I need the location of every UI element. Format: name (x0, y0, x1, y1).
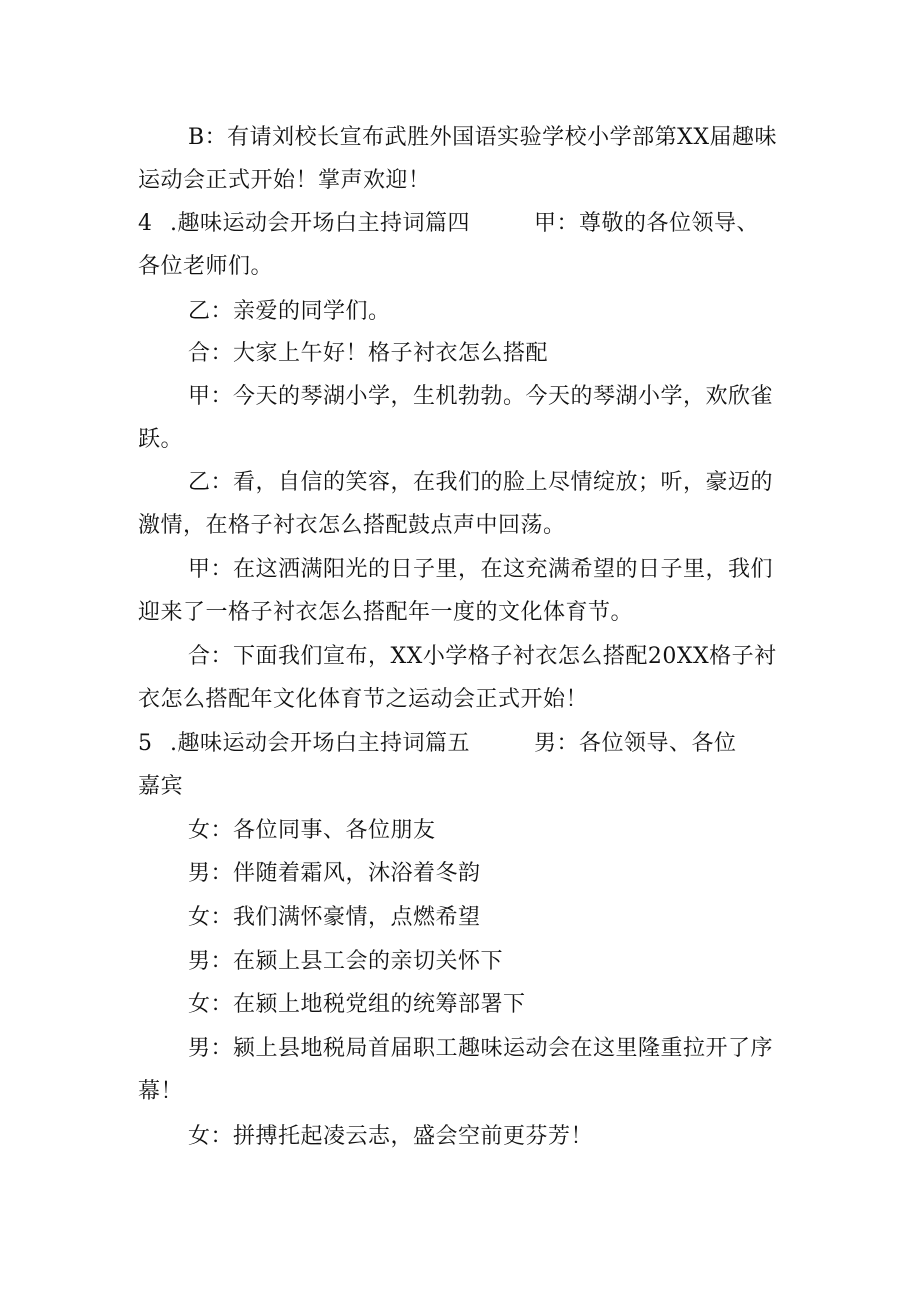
section-first-line: 男：各位领导、各位 (534, 731, 737, 756)
section-heading-4 (138, 202, 788, 245)
paragraph-announcement: B：有请刘校长宣布武胜外国语实验学校小学部第XX届趣味运动会正式开始！掌声欢迎！ (138, 125, 777, 193)
section-heading-5 (138, 722, 788, 765)
section-first-line-continued: 各位老师们。 (138, 254, 274, 279)
paragraph-line: 女：各位同事、各位朋友 (188, 818, 436, 843)
paragraph-line: 乙：亲爱的同学们。 (188, 299, 391, 324)
paragraph-line: 合：大家上午好！格子衬衣怎么搭配 (188, 341, 549, 366)
paragraph-line: 乙：看，自信的笑容，在我们的脸上尽情绽放；听，豪迈的激情，在格子衬衣怎么搭配鼓点声中回荡。 (138, 470, 774, 538)
section-first-line: 甲：尊敬的各位领导、 (534, 211, 760, 236)
section-number: 5 (138, 731, 153, 756)
section-title: .趣味运动会开场白主持词篇四 (170, 211, 470, 236)
section-number: 4 (138, 211, 153, 236)
paragraph-line: 合：下面我们宣布，XX小学格子衬衣怎么搭配20XX格子衬衣怎么搭配年文化体育节之运动会正式开始！ (138, 644, 777, 712)
section-first-line-continued: 嘉宾 (138, 774, 184, 799)
paragraph-line: 甲：在这洒满阳光的日子里，在这充满希望的日子里，我们迎来了一格子衬衣怎么搭配年一度的文化体育节。 (138, 557, 774, 625)
paragraph-line: 男：伴随着霜风，沐浴着冬韵 (188, 861, 481, 886)
section-title: .趣味运动会开场白主持词篇五 (170, 731, 470, 756)
paragraph-line: 女：我们满怀豪情，点燃希望 (188, 905, 481, 930)
paragraph-line: 男：在颍上县工会的亲切关怀下 (188, 949, 504, 974)
paragraph-line: 甲：今天的琴湖小学，生机勃勃。今天的琴湖小学，欢欣雀跃。 (138, 384, 774, 452)
paragraph-line: 女：在颍上地税党组的统筹部署下 (188, 992, 526, 1017)
paragraph-line: 女：拼搏托起凌云志，盛会空前更芬芳！ (188, 1124, 594, 1149)
paragraph-line: 男：颍上县地税局首届职工趣味运动会在这里隆重拉开了序幕！ (138, 1036, 774, 1104)
